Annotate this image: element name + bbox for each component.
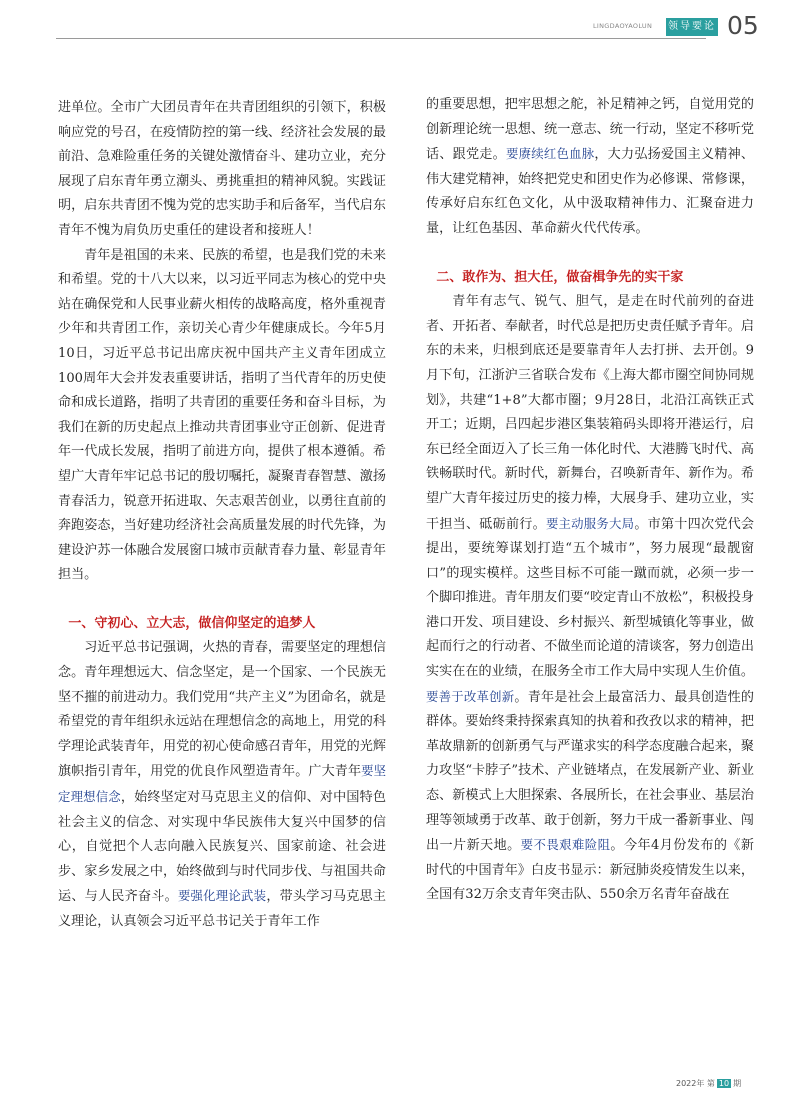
header-rule (56, 38, 706, 39)
paragraph: 进单位。全市广大团员青年在共青团组织的引领下，积极响应党的号召，在疫情防控的第一线、经济社会发展的最前沿、急难险重任务的关键处激情奋斗、建功立业，充分展现了启东青年勇立潮头、勇挑重担的精神风貌。实践证明，启东共青团不愧为党的忠实助手和后备军，当代启东青年不愧为肩负历史重任的建设者和接班人！ (58, 100, 386, 238)
issue-number: 10 (718, 1079, 730, 1088)
page-number: 05 (727, 11, 759, 40)
paragraph: 青年是祖国的未来、民族的希望，也是我们党的未来和希望。党的十八大以来，以习近平同志为核心的党中央站在确保党和人民事业薪火相传的战略高度，格外重视青少年和共青团工作，亲切关心青少年健康成长。今年5月10日，习近平总书记出席庆祝中国共产主义青年团成立100周年大会并发表重要讲话，指明了当代青年的历史使命和成长道路，指明了共青团的重要任务和奋斗目标，为我们在新的历史起点上推动共青团事业守正创新、促进青年一代成长发展，指明了前进方向，提供了根本遵循。希望广大青年牢记总书记的殷切嘱托，凝聚青春智慧、激扬青春活力，锐意开拓进取、矢志艰苦创业，以勇往直前的奔跑姿态，当好建功经济社会高质量发展的时代先锋，为建设沪苏一体融合发展窗口城市贡献青春力量、彰显青年担当。 (58, 247, 386, 583)
emphasis-text: 要善于改革创新 (426, 688, 515, 704)
paragraph: 青年有志气、锐气、胆气，是走在时代前列的奋进者、开拓者、奉献者，时代总是把历史责任赋予青年。启东的未来，归根到底还是要靠青年人去打拼、去开创。9月下旬，江浙沪三省联合发布《上海大都市圈空间协同规划》，共建“1+8”大都市圈；9月28日，北沿江高铁正式开工；近期，吕四起步港区集装箱码头即将开港运行，启东已经全面迈入了长三角一体化时代、大港腾飞时代、高铁畅联时代。新时代，新舞台，召唤新青年、新作为。希望广大青年接过历史的接力棒，大展身手、建功立业，实干担当、砥砺前行。要主动服务大局。市第十四次党代会提出，要统筹谋划打造“五个城市”，努力展现“最靓窗口”的现实模样。这些目标不可能一蹴而就，必须一步一个脚印推进。青年朋友们要“咬定青山不放松”，积极投身港口开发、项目建设、乡村振兴、新型城镇化等事业，做起而行之的行动者、不做坐而论道的清谈客，努力创造出实实在在的业绩，在服务全市工作大局中实现人生价值。要善于改革创新。青年是社会上最富活力、最具创造性的群体。要始终秉持探索真知的执着和孜孜以求的精神，把革故鼎新的创新勇气与严谨求实的科学态度融合起来，聚力攻坚“卡脖子”技术、产业链堵点，在发展新产业、新业态、新模式上大胆探索、各展所长，在社会事业、基层治理等领域勇于改革、敢于创新，努力干成一番新事业、闯出一片新天地。要不畏艰难险阻。今年4月份发布的《新时代的中国青年》白皮书显示：新冠肺炎疫情发生以来，全国有32万余支青年突击队、550余万名青年奋战在 (426, 294, 755, 903)
section-tag: 领导要论 (666, 18, 718, 36)
left-column (58, 96, 386, 935)
emphasis-text: 要主动服务大局 (545, 515, 635, 531)
emphasis-text: 要坚定理想信念 (58, 763, 387, 805)
emphasis-text: 要赓续红色血脉 (505, 146, 595, 162)
paragraph: 习近平总书记强调，火热的青春，需要坚定的理想信念。青年理想远大、信念坚定，是一个国家、一个民族无坚不摧的前进动力。我们党用“共产主义”为团命名，就是希望党的青年组织永远站在理想信念的高地上，用党的科学理论武装青年，用党的初心使命感召青年，用党的光辉旗帜指引青年，用党的优良作风塑造青年。广大青年要坚定理想信念，始终坚定对马克思主义的信仰、对中国特色社会主义的信念、对实现中华民族伟大复兴中国梦的信心，自觉把个人志向融入民族复兴、国家前途、社会进步、家乡发展之中，始终做到与时代同步伐、与祖国共命运、与人民齐奋斗。要强化理论武装，带头学习马克思主义理论，认真领会习近平总书记关于青年工作 (58, 640, 387, 929)
paragraph: 的重要思想，把牢思想之舵，补足精神之钙，自觉用党的创新理论统一思想、统一意志、统一行动，坚定不移听党话、跟党走。要赓续红色血脉，大力弘扬爱国主义精神、伟大建党精神，始终把党史和团史作为必修课、常修课，传承好启东红色文化，从中汲取精神伟力、汇聚奋进力量，让红色基因、革命薪火代代传承。 (426, 97, 755, 236)
section-heading-1: 一、守初心、立大志，做信仰坚定的追梦人 (68, 615, 316, 631)
right-column (426, 93, 754, 908)
section-heading-2: 二、敢作为、担大任，做奋楫争先的实干家 (436, 269, 684, 285)
emphasis-text: 要强化理论武装 (177, 888, 267, 904)
header-pinyin: LINGDAOYAOLUN (593, 22, 653, 30)
emphasis-text: 要不畏艰难险阻 (520, 837, 611, 853)
issue-footer: 2022年 第 10 期 (676, 1079, 742, 1088)
